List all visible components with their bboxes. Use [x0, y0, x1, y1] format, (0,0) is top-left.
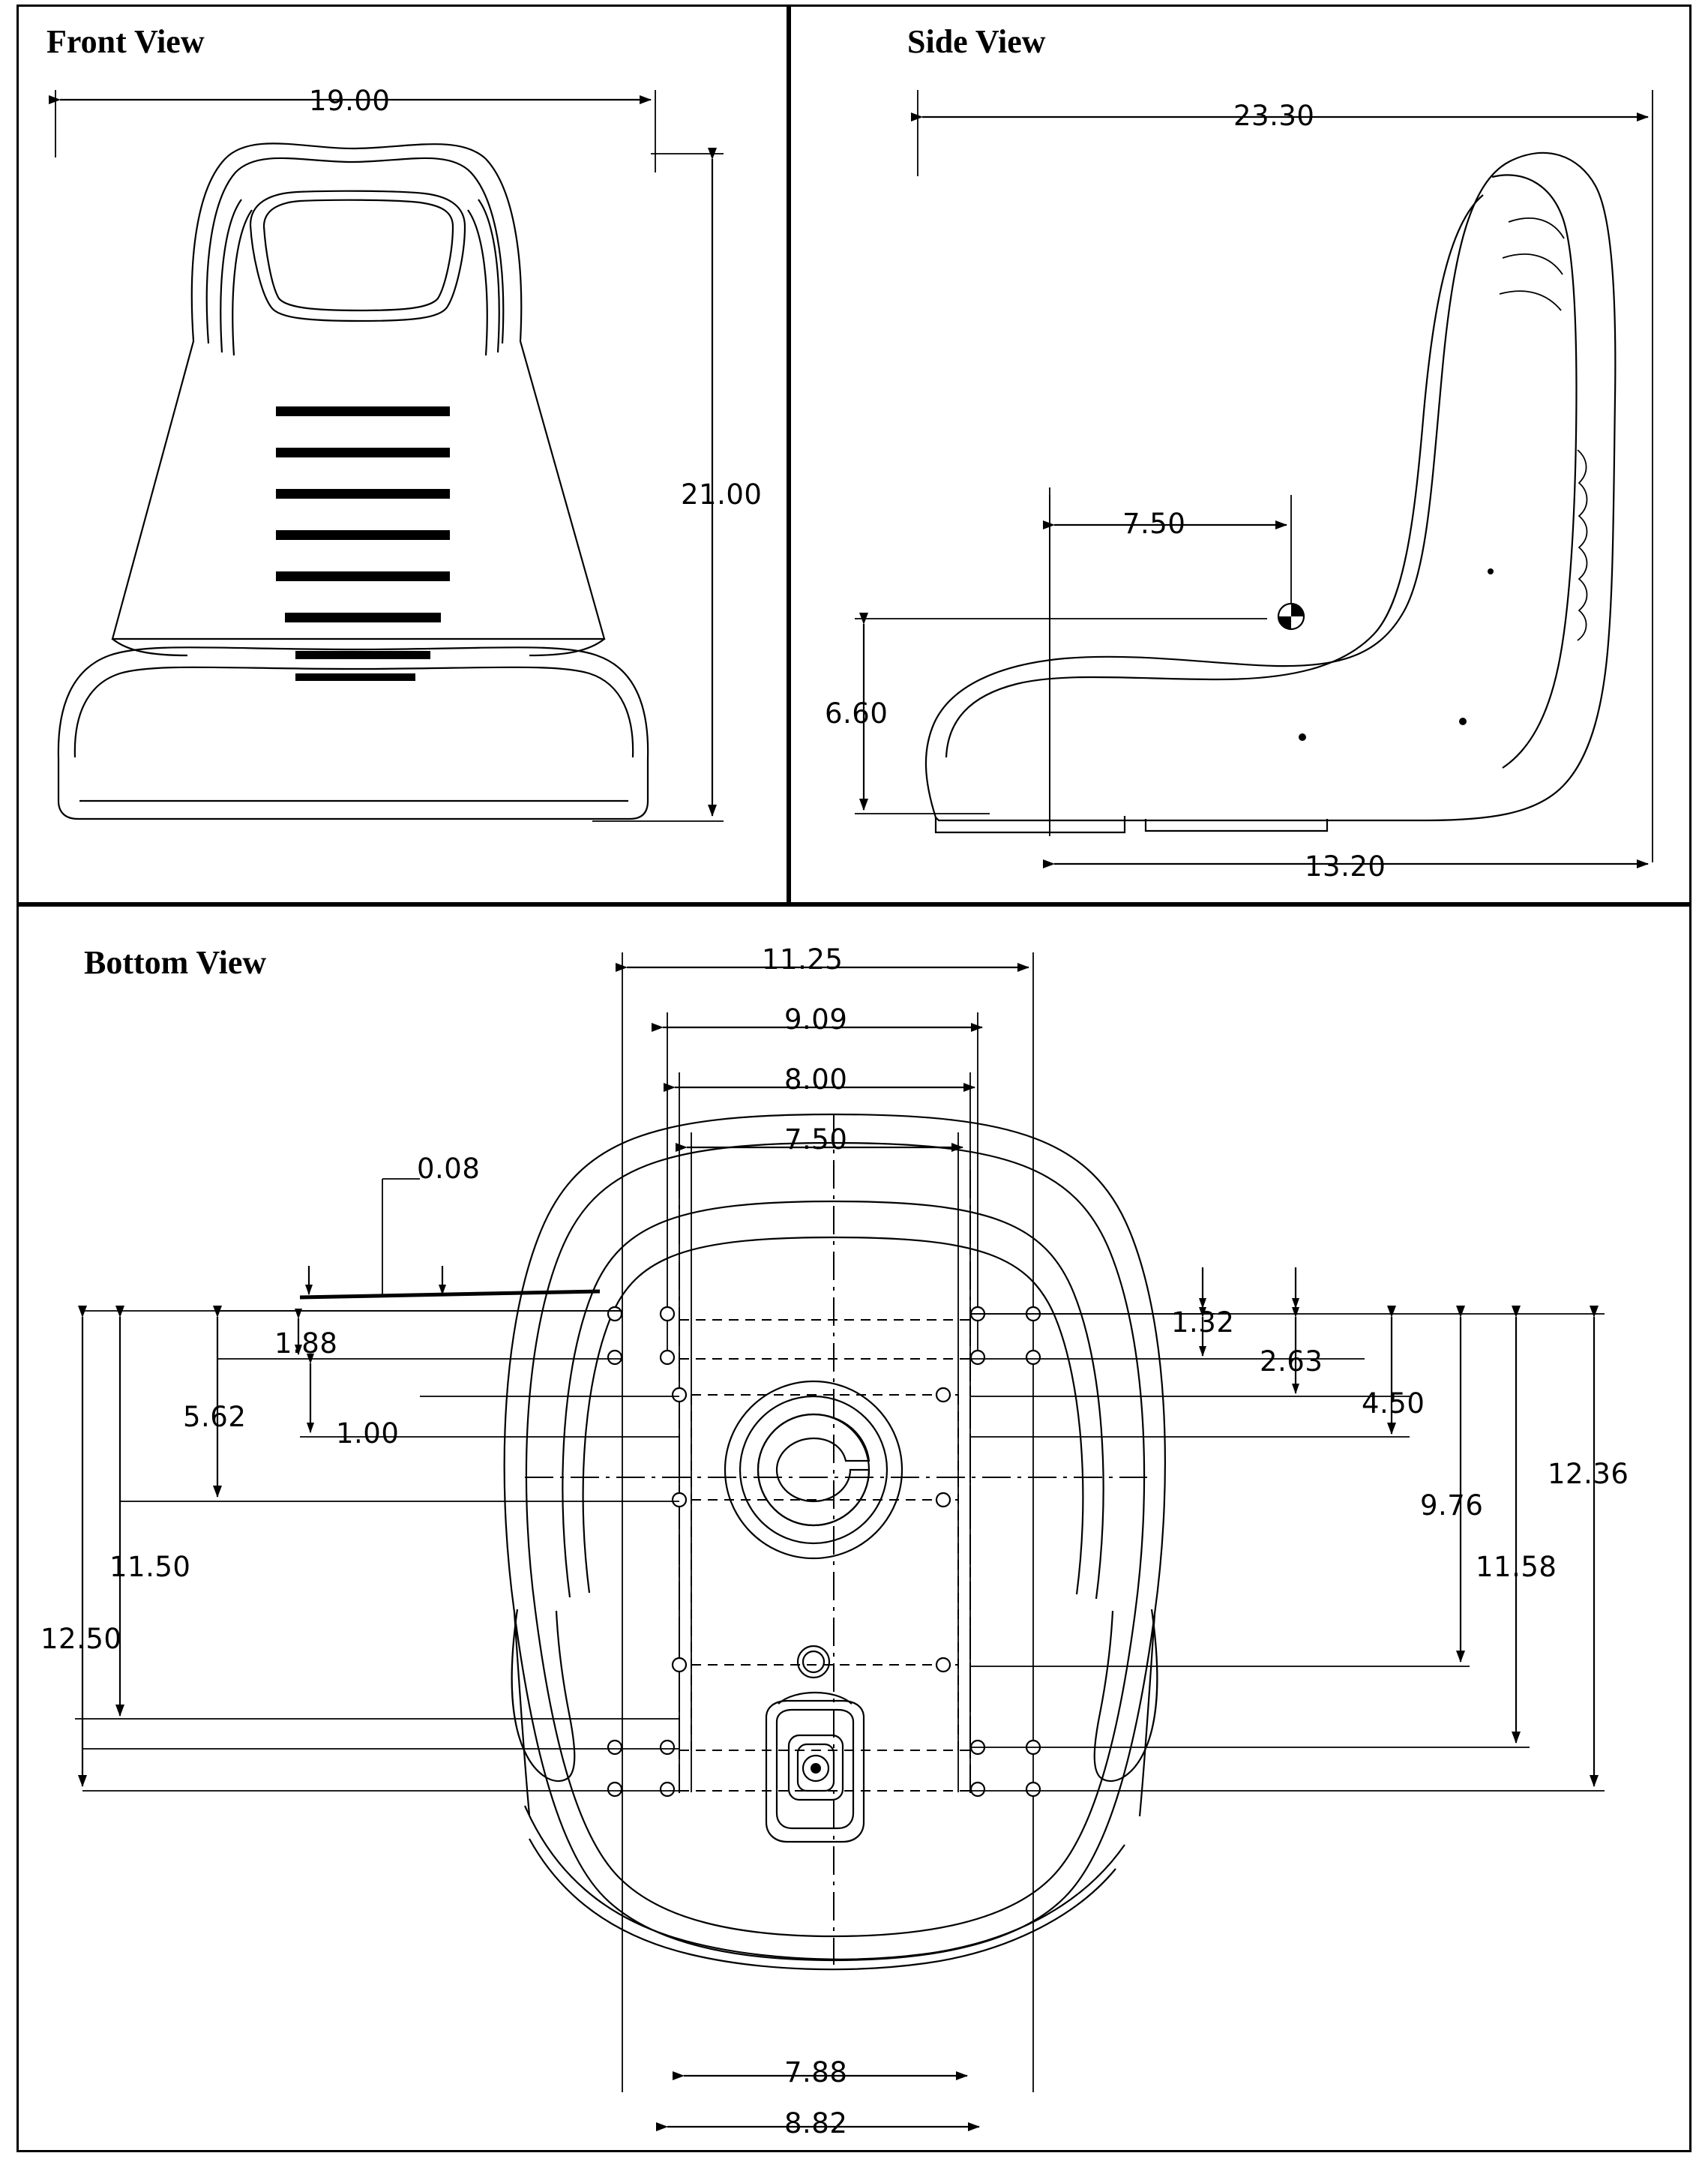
bottom-dim-5-62: 5.62 [183, 1401, 247, 1433]
bottom-dim-1-88: 1.88 [274, 1327, 338, 1360]
side-dim-6-60: 6.60 [825, 697, 888, 730]
bottom-dim-2-63: 2.63 [1260, 1345, 1323, 1378]
bottom-dim-8-82: 8.82 [784, 2107, 848, 2140]
bottom-dim-12-50: 12.50 [40, 1623, 122, 1655]
bottom-dim-4-50: 4.50 [1362, 1387, 1425, 1420]
side-view-title: Side View [907, 23, 1046, 60]
side-view-panel [789, 4, 1692, 904]
front-dim-21-00: 21.00 [681, 478, 763, 511]
side-dim-23-30: 23.30 [1233, 100, 1315, 132]
bottom-view-panel [16, 904, 1692, 2152]
bottom-dim-7-88: 7.88 [784, 2056, 848, 2089]
front-view-title: Front View [46, 23, 205, 60]
bottom-view-title: Bottom View [84, 944, 267, 981]
side-dim-13-20: 13.20 [1305, 850, 1386, 883]
bottom-dim-9-76: 9.76 [1420, 1489, 1484, 1522]
front-dim-19-00: 19.00 [309, 85, 391, 117]
bottom-dim-0-08: 0.08 [417, 1153, 481, 1185]
bottom-dim-11-25: 11.25 [762, 943, 844, 976]
side-dim-7-50: 7.50 [1122, 508, 1186, 540]
bottom-dim-9-09: 9.09 [784, 1003, 848, 1036]
bottom-dim-7-50: 7.50 [784, 1123, 848, 1156]
bottom-dim-11-50: 11.50 [109, 1551, 191, 1583]
bottom-dim-1-32: 1.32 [1171, 1306, 1235, 1339]
bottom-dim-8-00: 8.00 [784, 1063, 848, 1096]
bottom-dim-1-00: 1.00 [336, 1417, 400, 1450]
bottom-dim-12-36: 12.36 [1548, 1458, 1629, 1490]
front-view-panel [16, 4, 789, 904]
bottom-dim-11-58: 11.58 [1476, 1551, 1557, 1583]
